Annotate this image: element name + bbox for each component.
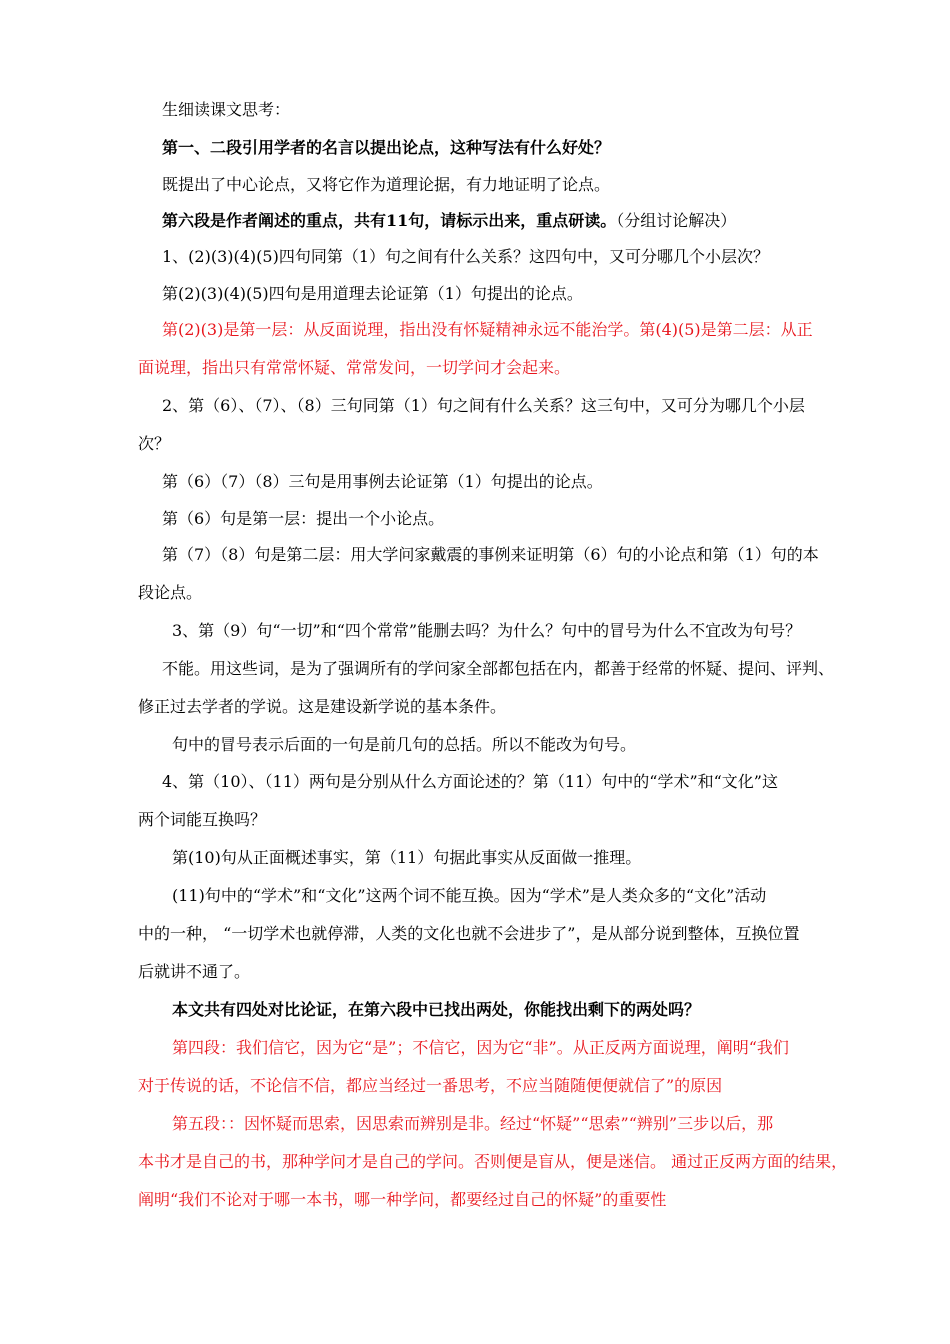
contrast-para-5-line-1: 第五段：：因怀疑而思索，因思索而辨别是非。经过“怀疑”“思索”“辨别”三步以后，那: [172, 1114, 774, 1133]
question-heading-3: 本文共有四处对比论证，在第六段中已找出两处，你能找出剩下的两处吗？: [172, 1000, 701, 1019]
sub-answer-2-layer-2-line-2: 段论点。: [138, 583, 203, 602]
sub-answer-3-line-2: 修正过去学者的学说。这是建设新学说的基本条件。: [138, 697, 507, 716]
question-heading-2: [162, 211, 736, 231]
sub-question-2-line-2: 次？: [138, 434, 171, 453]
sub-answer-4-line-2: (11)句中的“学术”和“文化”这两个词不能互换。因为“学术”是人类众多的“文化”活动: [172, 886, 767, 905]
sub-question-4-line-2: 两个词能互换吗？: [138, 810, 267, 829]
sub-answer-3-line-1: 不能。用这些词，是为了强调所有的学问家全部都包括在内，都善于经常的怀疑、提问、评判、: [162, 659, 835, 678]
contrast-para-5-line-3: 阐明“我们不论对于哪一本书，哪一种学问，都要经过自己的怀疑”的重要性: [138, 1190, 667, 1209]
sub-answer-3-line-3: 句中的冒号表示后面的一句是前几句的总括。所以不能改为句号。: [172, 735, 637, 754]
sub-answer-2: 第（6）（7）（8）三句是用事例去论证第（1）句提出的论点。: [162, 472, 603, 491]
sub-answer-1-red-line-2: 面说理，指出只有常常怀疑、常常发问，一切学问才会起来。: [138, 358, 571, 377]
answer-1: 既提出了中心论点，又将它作为道理论据，有力地证明了论点。: [162, 175, 611, 194]
contrast-para-4-line-2: 对于传说的话，不论信不信，都应当经过一番思考，不应当随随便便就信了”的原因: [138, 1076, 723, 1095]
question-heading-1: 第一、二段引用学者的名言以提出论点，这种写法有什么好处？: [162, 138, 611, 157]
sub-answer-1-red-line-1: 第(2)(3)是第一层：从反面说理，指出没有怀疑精神永远不能治学。第(4)(5)是第二层：从正: [162, 320, 813, 339]
sub-answer-4-line-4: 后就讲不通了。: [138, 962, 251, 981]
sub-answer-1: 第(2)(3)(4)(5)四句是用道理去论证第（1）句提出的论点。: [162, 284, 583, 303]
question-heading-2-note: （分组讨论解决）: [616, 211, 737, 230]
contrast-para-5-line-2: 本书才是自己的书，那种学问才是自己的学问。否则便是盲从，便是迷信。 通过正反两方面的结果，: [138, 1152, 848, 1171]
contrast-para-4-line-1: 第四段：我们信它，因为它“是”；不信它，因为它“非”。从正反两方面说理，阐明“我们: [172, 1038, 789, 1057]
sub-answer-2-layer-1: 第（6）句是第一层：提出一个小论点。: [162, 509, 445, 528]
sub-answer-4-line-1: 第(10)句从正面概述事实，第（11）句据此事实从反面做一推理。: [172, 848, 642, 867]
intro-line: 生细读课文思考：: [162, 100, 291, 119]
sub-question-3: 3、第（9）句“一切”和“四个常常”能删去吗？为什么？句中的冒号为什么不宜改为句号？: [172, 621, 802, 640]
sub-question-4-line-1: 4、第（10）、（11）两句是分别从什么方面论述的？第（11）句中的“学术”和“文化”这: [162, 772, 778, 791]
sub-question-1: 1、(2)(3)(4)(5)四句同第（1）句之间有什么关系？这四句中，又可分哪几个小层次？: [162, 247, 770, 266]
question-heading-2-bold: 第六段是作者阐述的重点，共有11句，请标示出来，重点研读。: [162, 211, 617, 230]
sub-question-2-line-1: 2、第（6）、（7）、（8）三句同第（1）句之间有什么关系？这三句中，又可分为哪几个小层: [162, 396, 805, 415]
sub-answer-4-line-3: 中的一种， “一切学术也就停滞，人类的文化也就不会进步了”，是从部分说到整体，互换位置: [138, 924, 800, 943]
sub-answer-2-layer-2-line-1: 第（7）（8）句是第二层：用大学问家戴震的事例来证明第（6）句的小论点和第（1）句的本: [162, 545, 819, 564]
